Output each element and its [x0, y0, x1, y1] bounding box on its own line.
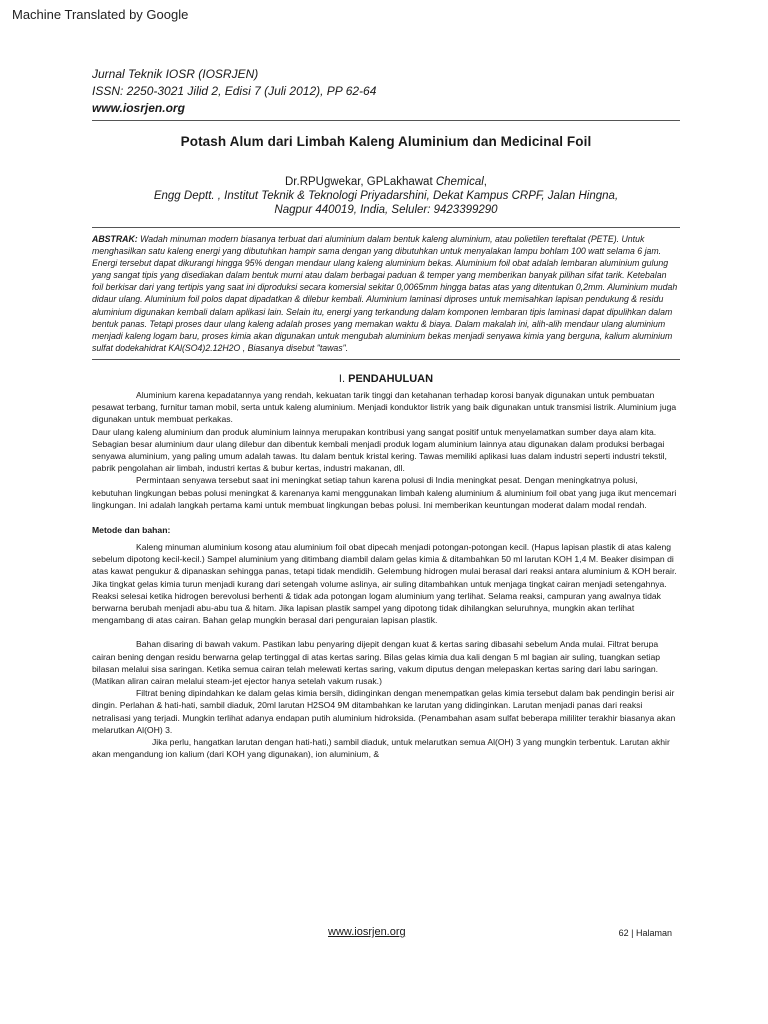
paper-title: Potash Alum dari Limbah Kaleng Aluminium dan Medicinal Foil: [180, 134, 592, 149]
methods-paragraph-3: Filtrat bening dipindahkan ke dalam gelas kimia bersih, didinginkan dengan menempatkan gelas kimia tersebut dalam bak pendingin berisi air dingin. Perlahan & hati-hati, sambil diaduk, 20ml larutan H2SO4 9M ditambahkan ke larutan yang didinginkan. Larutan menjadi panas dari reaksi netralisasi yang terjadi. Mungkin terlihat adanya endapan putih aluminium hidroksida. (Penambahan asam sulfat beberapa mililiter terakhir biasanya akan melarutkan Al(OH) 3.: [92, 688, 676, 735]
introduction-body: [92, 389, 680, 511]
journal-name: Jurnal Teknik IOSR (IOSRJEN): [92, 67, 259, 81]
intro-paragraph-3: Permintaan senyawa tersebut saat ini meningkat setiap tahun karena polusi di India meningkat pesat. Dengan meningkatnya polusi, kebutuhan lingkungan bebas polusi meningkat & karenanya kami menggunakan limbah kaleng aluminium & aluminium foil obat yang juga ikut mencemari lingkungan. Ini adalah langkah pertama kami untuk membuat lingkungan bebas polusi. Ini memberikan keuntungan moderat dalam modal rendah.: [92, 475, 677, 510]
methods-body: [92, 541, 680, 760]
authors-block: Dr.RPUgwekar, GPLakhawat Chemical, Engg Deptt. , Institut Teknik & Teknologi Priyadarshini, Dekat Kampus CRPF, Jalan Hingna, Nagpur 440019, India, Seluler: 9423399290: [92, 175, 680, 217]
section-title: PENDAHULUAN: [348, 372, 434, 385]
author-dept: Chemical: [435, 176, 484, 188]
methods-paragraph-4: Jika perlu, hangatkan larutan dengan hati-hati,) sambil diaduk, untuk melarutkan semua Al(OH) 3 yang mungkin terbentuk. Larutan akhir akan mengandung ion kalium (dari KOH yang digunakan), ion aluminium, &: [92, 737, 670, 760]
header-divider: [92, 120, 680, 121]
page-footer: [92, 926, 680, 942]
paper-page: [92, 66, 680, 760]
methods-heading: Metode dan bahan:: [92, 524, 171, 535]
methods-paragraph-2: Bahan disaring di bawah vakum. Pastikan labu penyaring dijepit dengan kuat & kertas saring dibasahi sebelum Anda mulai. Filtrat berupa cairan bening dengan residu berwarna gelap tertinggal di atas kertas saring. Bilas gelas kimia dua kali dengan 5 ml bagian air suling, tuangkan setiap bilasan melalui sisa saringan. Ketika semua cairan telah melewati kertas saring, vakum diputus dengan melepaskan kertas saring dari labu saringan. (Matikan aliran cairan melalui steam-jet ejector hanya setelah vakum rusak.): [92, 639, 661, 686]
abstract-label: ABSTRAK:: [92, 234, 138, 244]
abstract-text: Wadah minuman modern biasanya terbuat dari aluminium dalam bentuk kaleng aluminium, atau polietilen tereftalat (PETE). Untuk menghasilkan satu kaleng energi yang dibutuhkan hampir sama dengan yang dibutuhkan untuk menyalakan lampu bohlam 100 watt selama 6 jam. Energi tersebut dapat dikurangi hingga 95% dengan mendaur ulang kaleng aluminium bekas. Aluminium foil obat adalah lembaran aluminium gulung yang sangat tipis yang disediakan dalam bentuk murni atau dalam berbagai paduan & temper yang memberikan banyak pilihan sifat tarik. Ketebalan foil berkisar dari yang tertipis yang saat ini diproduksi secara komersial sekitar 0,0065mm hingga batas atas yang ditentukan 0,2mm. Aluminium mudah didaur ulang. Aluminium foil polos dapat dipadatkan & dilebur kembali. Aluminium laminasi diproses untuk memisahkan lapisan pendukung & residu aluminium digunakan kembali dalam aplikasi lain. Selain itu, energi yang terkandung dalam komponen lembaran tipis laminasi dapat dipulihkan dalam bentuk panas. Tetapi proses daur ulang kaleng adalah proses yang memakan waktu & biaya. Dalam makalah ini, alih-alih mendaur ulang aluminium menjadi kaleng logam baru, proses kimia akan digunakan untuk mengubah aluminium bekas menjadi senyawa kimia yang berguna, kalium aluminium sulfat dodekahidrat KAl(SO4)2.12H2O , Biasanya disebut "tawas".: [92, 234, 678, 353]
intro-paragraph-2: Daur ulang kaleng aluminium dan produk aluminium lainnya merupakan kontribusi yang sangat positif untuk menyelamatkan sumber daya alam kita. Sebagian besar aluminium daur ulang dilebur dan dibentuk kembali menjadi produk logam aluminium lainnya atau digunakan dalam produksi berbagai senyawa aluminium, yang paling umum adalah tawas. Itu dalam bentuk kristal kering. Tawas memiliki aplikasi luas dalam industri seperti industri tekstil, pabrik pengolahan air limbah, industri kertas & bubur kertas, industri makanan, dll.: [92, 426, 667, 474]
journal-header: [92, 66, 680, 117]
abstract: [92, 227, 680, 360]
journal-url[interactable]: www.iosrjen.org: [92, 101, 185, 115]
author-affiliation-1: Engg Deptt. , Institut Teknik & Teknologi Priyadarshini, Dekat Kampus CRPF, Jalan Hingna,: [153, 190, 619, 202]
author-affiliation-2: Nagpur 440019, India, Seluler: 9423399290: [274, 204, 498, 216]
intro-paragraph-1: Aluminium karena kepadatannya yang rendah, kekuatan tarik tinggi dan ketahanan terhadap korosi banyak digunakan untuk pembuatan pesawat terbang, furnitur taman mobil, serta untuk kaleng aluminium. Menjadi konduktor listrik yang baik digunakan untuk transmisi listrik. Aluminium juga digunakan untuk membuat perkakas.: [92, 389, 677, 425]
section-number: I.: [338, 372, 346, 385]
machine-translation-banner: Machine Translated by Google: [12, 7, 189, 22]
journal-issn: ISSN: 2250-3021 Jilid 2, Edisi 7 (Juli 2012), PP 62-64: [92, 84, 377, 98]
page-number: 62 | Halaman: [618, 928, 672, 938]
author-names: Dr.RPUgwekar, GPLakhawat: [285, 176, 433, 188]
section-heading-introduction: [92, 373, 680, 385]
methods-paragraph-1: Kaleng minuman aluminium kosong atau aluminium foil obat dipecah menjadi potongan-potongan kecil. (Hapus lapisan plastik di atas kaleng sebelum dipotong kecil-kecil.) Sampel aluminium yang ditimbang diambil dalam gelas kimia & ditambahkan 50 ml larutan KOH 1,4 M. Beaker disimpan di atas kawat pengukur & dipanaskan sehingga panas, tetapi tidak mendidih. Gelembung hidrogen mulai berasal dari reaksi antara aluminium & KOH berair. Jika tingkat gelas kimia turun menjadi kurang dari setengah volume aslinya, air suling ditambahkan untuk menjaga tingkat cairan menjadi setengahnya. Reaksi selesai ketika hidrogen berevolusi berhenti & tidak ada potongan logam aluminium yang terlihat. Selama reaksi, campuran yang awalnya tidak berwarna berubah menjadi abu-abu tua & hitam. Jika lapisan plastik sampel yang dipotong tidak dihilangkan seluruhnya, mungkin akan terlihat mengambang di atas cairan. Bahan gelap mungkin berasal dari penguraian lapisan plastik.: [92, 541, 677, 626]
paragraph-gap: [92, 626, 680, 638]
footer-url[interactable]: www.iosrjen.org: [328, 926, 406, 938]
